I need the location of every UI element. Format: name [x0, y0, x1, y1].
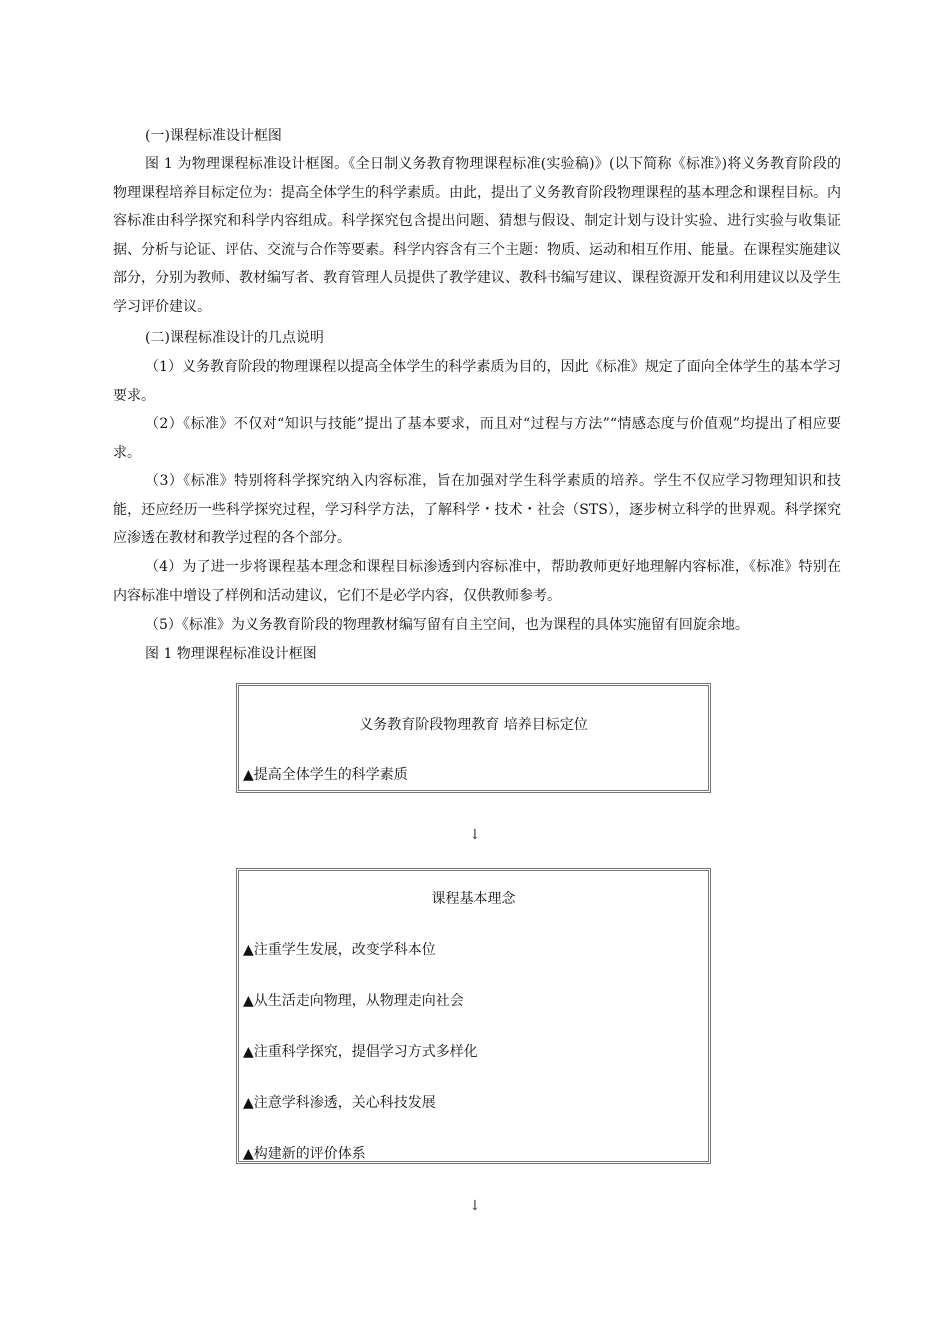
note-1: （1）义务教育阶段的物理课程以提高全体学生的科学素质为目的，因此《标准》规定了面向全体学生的基本学习要求。: [113, 359, 841, 404]
goal-item: ▲提高全体学生的科学素质: [243, 767, 408, 783]
section1-paragraph: 图 1 为物理课程标准设计框图。《全日制义务教育物理课程标准(实验稿)》(以下简称《标准》)将义务教育阶段的物理课程培养目标定位为：提高全体学生的科学素质。由此，提出了义务教育阶段物理课程的基本理念和课程目标。内容标准由科学探究和科学内容组成。科学探究包含提出问题、猜想与假设、制定计划与设计实验、进行实验与收集证据、分析与论证、评估、交流与合作等要素。科学内容含有三个主题：物质、运动和相互作用、能量。在课程实施建议部分，分别为教师、教材编写者、教育管理人员提供了教学建议、教科书编写建议、课程资源开发和利用建议以及学生学习评价建议。: [113, 156, 841, 315]
note-2: （2）《标准》不仅对“知识与技能”提出了基本要求，而且对“过程与方法”“情感态度与价值观”均提出了相应要求。: [113, 416, 841, 461]
note-5: （5）《标准》为义务教育阶段的物理教材编写留有自主空间，也为课程的具体实施留有回旋余地。: [145, 617, 749, 633]
goal-box: [236, 683, 711, 793]
note-4: （4）为了进一步将课程基本理念和课程目标渗透到内容标准中，帮助教师更好地理解内容标准，《标准》特别在内容标准中增设了样例和活动建议，它们不是必学内容，仅供教师参考。: [113, 559, 841, 604]
philosophy-item: ▲注重学生发展，改变学科本位: [243, 942, 436, 958]
figure-caption: 图 1 物理课程标准设计框图: [145, 646, 317, 662]
section1-heading: (一)课程标准设计框图: [145, 128, 282, 144]
philosophy-item: ▲构建新的评价体系: [243, 1146, 366, 1162]
philosophy-item: ▲注意学科渗透，关心科技发展: [243, 1095, 436, 1111]
philosophy-item: ▲从生活走向物理，从物理走向社会: [243, 993, 464, 1009]
philosophy-box: [236, 868, 711, 1164]
philosophy-item: ▲注重科学探究，提倡学习方式多样化: [243, 1044, 478, 1060]
down-arrow-icon: ↓: [469, 827, 481, 843]
note-3: （3）《标准》特别将科学探究纳入内容标准，旨在加强对学生科学素质的培养。学生不仅应学习物理知识和技能，还应经历一些科学探究过程，学习科学方法，了解科学・技术・社会（STS），逐步树立科学的世界观。科学探究应渗透在教材和教学过程的各个部分。: [113, 473, 841, 546]
section2-heading: (二)课程标准设计的几点说明: [145, 330, 324, 346]
philosophy-box-title: 课程基本理念: [431, 891, 516, 907]
goal-box-title: 义务教育阶段物理教育 培养目标定位: [359, 717, 588, 733]
down-arrow-icon: ↓: [469, 1198, 481, 1214]
